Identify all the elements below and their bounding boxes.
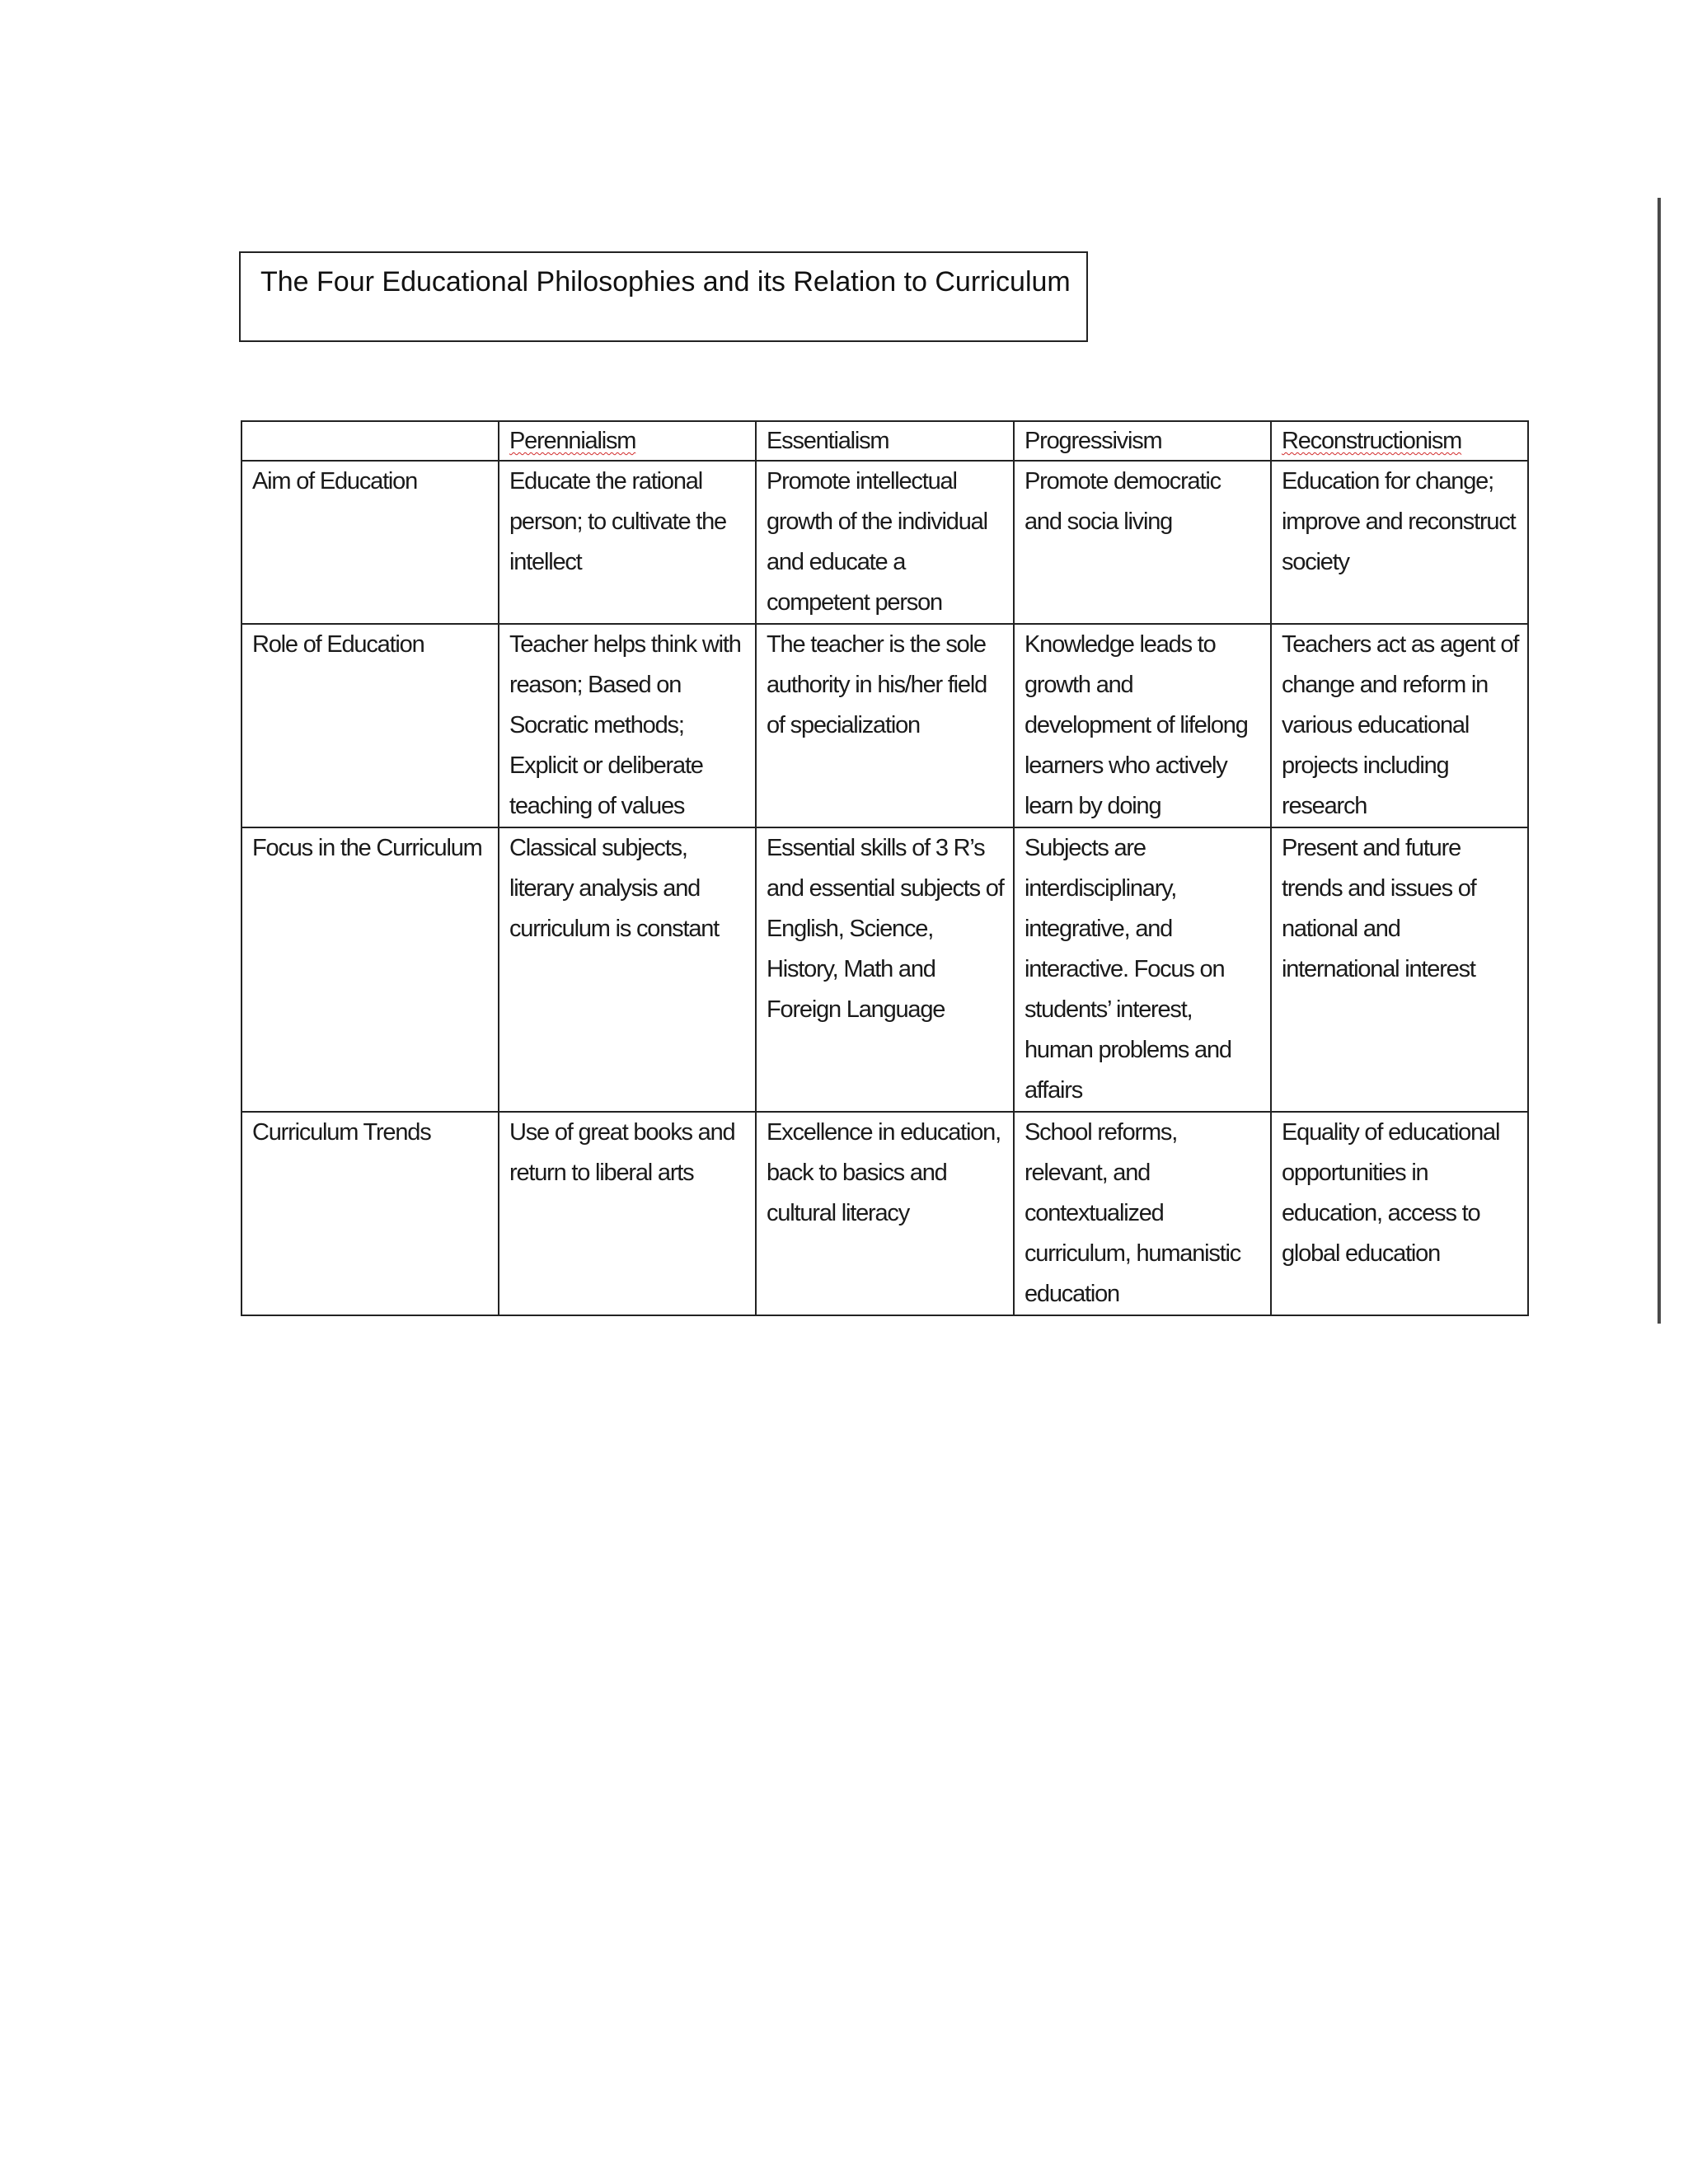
title-box: [239, 251, 1088, 342]
table-cell: The teacher is the sole authority in his/her field of specialization: [756, 624, 1014, 827]
table-row-focus-in-the-curriculum: [241, 827, 1528, 1112]
table-cell: Knowledge leads to growth and development of lifelong learners who actively learn by doing: [1014, 624, 1271, 827]
header-progressivism: Progressivism: [1014, 421, 1271, 461]
table-corner-cell: [241, 421, 499, 461]
document-title: The Four Educational Philosophies and its Relation to Curriculum: [260, 266, 1071, 298]
header-essentialism: Essentialism: [756, 421, 1014, 461]
table-cell: School reforms, relevant, and contextualized curriculum, humanistic education: [1014, 1112, 1271, 1315]
table-cell: Promote democratic and socia living: [1014, 461, 1271, 624]
table-cell: Present and future trends and issues of national and international interest: [1271, 827, 1528, 1112]
table-cell: Excellence in education, back to basics and cultural literacy: [756, 1112, 1014, 1315]
header-reconstructionism: [1271, 421, 1528, 461]
table-cell: Classical subjects, literary analysis and curriculum is constant: [499, 827, 756, 1112]
row-label-focus-in-the-curriculum: Focus in the Curriculum: [241, 827, 499, 1112]
header-perennialism: [499, 421, 756, 461]
table-row-curriculum-trends: [241, 1112, 1528, 1315]
table-cell: Education for change; improve and reconstruct society: [1271, 461, 1528, 624]
table-cell: Equality of educational opportunities in education, access to global education: [1271, 1112, 1528, 1315]
philosophies-table: [241, 420, 1529, 1316]
table-cell: Subjects are interdisciplinary, integrative, and interactive. Focus on students’ interest, human problems and affairs: [1014, 827, 1271, 1112]
header-reconstructionism-label: Reconstructionism: [1282, 428, 1462, 454]
table-row-aim-of-education: [241, 461, 1528, 624]
row-label-curriculum-trends: Curriculum Trends: [241, 1112, 499, 1315]
row-label-role-of-education: Role of Education: [241, 624, 499, 827]
table-cell: Essential skills of 3 R’s and essential subjects of English, Science, History, Math and Foreign Language: [756, 827, 1014, 1112]
row-label-aim-of-education: Aim of Education: [241, 461, 499, 624]
table-cell: Use of great books and return to liberal arts: [499, 1112, 756, 1315]
page-edge-line: [1658, 198, 1661, 1324]
table-row-role-of-education: [241, 624, 1528, 827]
table-header-row: [241, 421, 1528, 461]
table-cell: Promote intellectual growth of the individual and educate a competent person: [756, 461, 1014, 624]
table-cell: Teacher helps think with reason; Based on Socratic methods; Explicit or deliberate teaching of values: [499, 624, 756, 827]
table-cell: Teachers act as agent of change and reform in various educational projects including research: [1271, 624, 1528, 827]
header-perennialism-label: Perennialism: [509, 428, 636, 454]
table-cell: Educate the rational person; to cultivate the intellect: [499, 461, 756, 624]
